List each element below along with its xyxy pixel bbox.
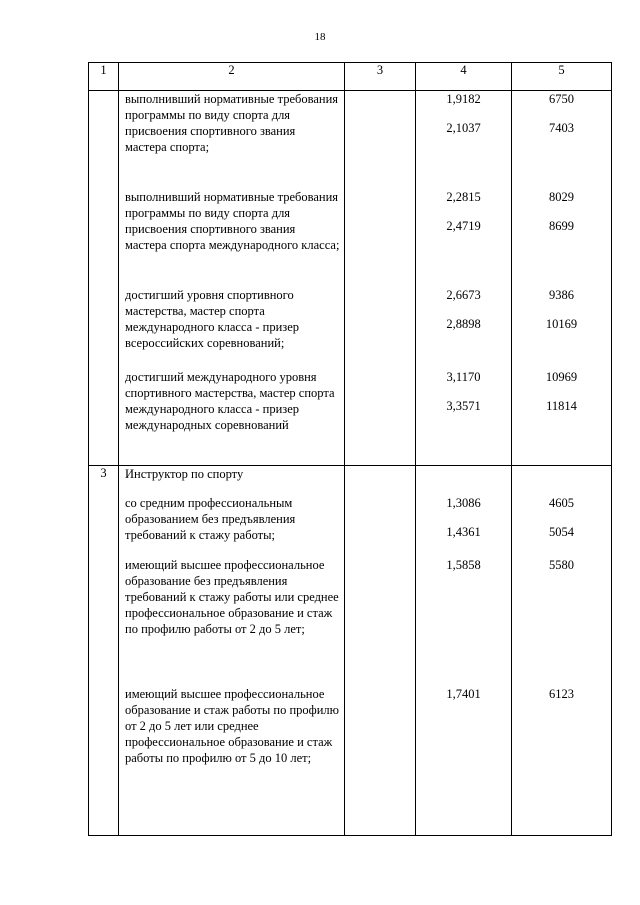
salary-table: [88, 62, 612, 836]
salary-value: 10169: [545, 317, 578, 331]
coefficient-value: 2,6673: [446, 288, 481, 302]
description-cell: [119, 466, 345, 836]
table-row-section-2: [89, 91, 612, 466]
salary-value: 8029: [549, 190, 574, 204]
coefficient-value: 1,9182: [446, 92, 481, 106]
salary-value: 10969: [545, 370, 578, 384]
salary-value: 7403: [549, 121, 574, 135]
empty-cell: [345, 466, 416, 836]
salary-value: 9386: [549, 288, 574, 302]
salary-value: 8699: [549, 219, 574, 233]
description-cell: [119, 91, 345, 466]
header-cell-1: 1: [89, 63, 119, 91]
entry-text: достигший уровня спортивного мастерства, мастер спорта международного класса - призер всероссийских соревнований;: [125, 288, 300, 350]
row-number: 3: [89, 466, 119, 836]
page-number: 18: [314, 31, 326, 43]
entry-text: достигший международного уровня спортивного мастерства, мастер спорта международного класса - призер международных соревнований: [125, 370, 335, 432]
coefficient-value: 1,7401: [446, 687, 481, 701]
coefficient-cell: [416, 466, 512, 836]
entry-text: имеющий высшее профессиональное образование и стаж работы по профилю от 2 до 5 лет или среднее профессиональное образование и стаж работы по профилю от 5 до 10 лет;: [125, 687, 339, 765]
table-header-row: [89, 63, 612, 91]
salary-value: 5054: [549, 525, 574, 539]
salary-cell: [512, 91, 612, 466]
salary-value: 11814: [546, 399, 577, 413]
section-title: Инструктор по спорту: [125, 467, 244, 481]
salary-value: 6123: [549, 687, 574, 701]
salary-value: 5580: [549, 558, 574, 572]
coefficient-value: 1,4361: [446, 525, 481, 539]
coefficient-value: 3,1170: [446, 370, 481, 384]
header-cell-2: 2: [119, 63, 345, 91]
empty-cell: [345, 91, 416, 466]
entry-text: выполнивший нормативные требования программы по виду спорта для присвоения спортивного звания мастера спорта международного класса;: [125, 190, 340, 252]
header-cell-4: 4: [416, 63, 512, 91]
table-row-section-3: [89, 466, 612, 836]
salary-value: 6750: [549, 92, 574, 106]
coefficient-value: 1,3086: [446, 496, 481, 510]
coefficient-cell: [416, 91, 512, 466]
salary-value: 4605: [549, 496, 574, 510]
coefficient-value: 1,5858: [446, 558, 481, 572]
entry-text: выполнивший нормативные требования программы по виду спорта для присвоения спортивного звания мастера спорта;: [125, 92, 339, 154]
header-cell-3: 3: [345, 63, 416, 91]
entry-text: имеющий высшее профессиональное образование без предъявления требований к стажу работы или среднее профессиональное образование и стаж по профилю работы от 2 до 5 лет;: [125, 558, 339, 636]
coefficient-value: 2,1037: [446, 121, 481, 135]
coefficient-value: 3,3571: [446, 399, 481, 413]
entry-text: со средним профессиональным образованием без предъявления требований к стажу работы;: [125, 496, 296, 542]
coefficient-value: 2,8898: [446, 317, 481, 331]
header-cell-5: 5: [512, 63, 612, 91]
coefficient-value: 2,4719: [446, 219, 481, 233]
coefficient-value: 2,2815: [446, 190, 481, 204]
salary-cell: [512, 466, 612, 836]
row-number: [89, 91, 119, 466]
